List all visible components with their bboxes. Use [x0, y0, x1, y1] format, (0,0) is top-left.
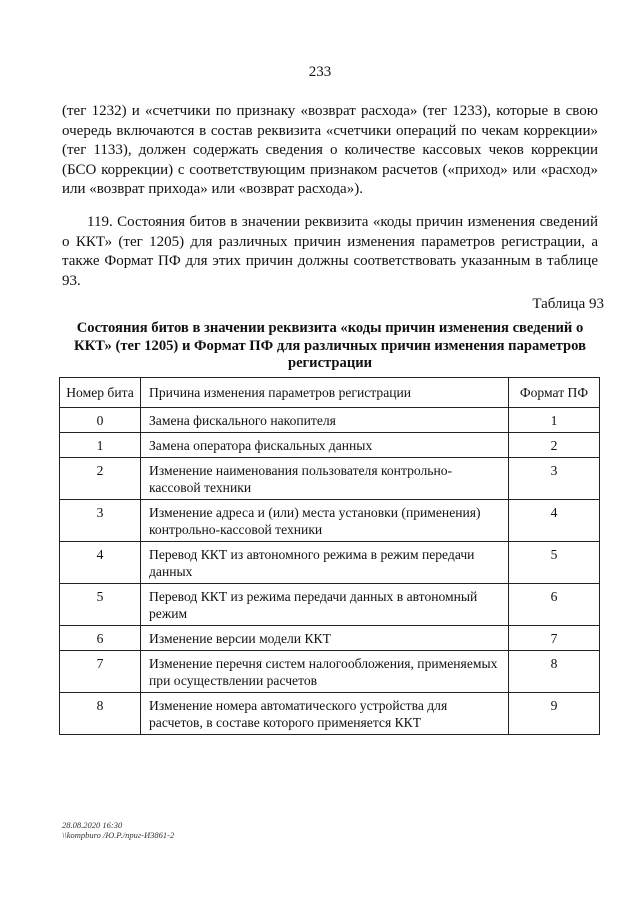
cell-format: 2: [509, 433, 600, 458]
cell-reason: Изменение адреса и (или) места установки (применения) контрольно-кассовой техники: [141, 500, 509, 542]
table-row: [60, 542, 600, 584]
cell-format: 3: [509, 458, 600, 500]
cell-bit: 8: [60, 693, 141, 735]
table-row: [60, 626, 600, 651]
paragraph-119: 119. Состояния битов в значении реквизита «коды причин изменения сведений о ККТ» (тег 1205) для различных причин изменения параметров регистрации, а также Формат ПФ для этих причин должны соответствовать указанным в таблице 93.: [62, 214, 598, 289]
cell-reason: Перевод ККТ из автономного режима в режим передачи данных: [141, 542, 509, 584]
footer-file-path: \\kompburo /Ю.Р./приг-И3861-2: [62, 830, 175, 840]
cell-reason: Замена фискального накопителя: [141, 408, 509, 433]
cell-format: 8: [509, 651, 600, 693]
cell-format: 4: [509, 500, 600, 542]
table-row: [60, 693, 600, 735]
table-row: [60, 433, 600, 458]
table-row: [60, 408, 600, 433]
table-row: [60, 584, 600, 626]
cell-bit: 2: [60, 458, 141, 500]
table-title: Состояния битов в значении реквизита «коды причин изменения сведений о ККТ» (тег 1205) и Формат ПФ для различных причин изменения параметров регистрации: [74, 320, 586, 371]
cell-reason: Изменение номера автоматического устройства для расчетов, в составе которого применяется ККТ: [141, 693, 509, 735]
header-bit-number: Номер бита: [60, 378, 141, 408]
cell-format: 9: [509, 693, 600, 735]
table-caption: Таблица 93: [532, 296, 604, 312]
cell-format: 1: [509, 408, 600, 433]
footer-timestamp: 28.08.2020 16:30: [62, 820, 123, 830]
document-footer: [62, 820, 174, 840]
cell-bit: 0: [60, 408, 141, 433]
bit-states-table: [59, 377, 600, 735]
cell-reason: Перевод ККТ из режима передачи данных в автономный режим: [141, 584, 509, 626]
cell-reason: Изменение наименования пользователя контрольно-кассовой техники: [141, 458, 509, 500]
table-header-row: [60, 378, 600, 408]
cell-reason: Изменение версии модели ККТ: [141, 626, 509, 651]
cell-bit: 4: [60, 542, 141, 584]
header-format: Формат ПФ: [509, 378, 600, 408]
cell-format: 5: [509, 542, 600, 584]
cell-reason: Изменение перечня систем налогообложения, применяемых при осуществлении расчетов: [141, 651, 509, 693]
table-row: [60, 500, 600, 542]
table-row: [60, 651, 600, 693]
cell-bit: 5: [60, 584, 141, 626]
cell-bit: 7: [60, 651, 141, 693]
cell-bit: 3: [60, 500, 141, 542]
cell-format: 6: [509, 584, 600, 626]
table-row: [60, 458, 600, 500]
page-number: 233: [308, 64, 332, 80]
cell-format: 7: [509, 626, 600, 651]
cell-bit: 1: [60, 433, 141, 458]
cell-bit: 6: [60, 626, 141, 651]
header-reason: Причина изменения параметров регистрации: [141, 378, 509, 408]
paragraph-continued: (тег 1232) и «счетчики по признаку «возврат расхода» (тег 1233), которые в свою очередь включаются в состав реквизита «счетчики операций по чекам коррекции» (тег 1133), должен содержать сведения о количестве кассовых чеков коррекции (БСО коррекции) с соответствующим признаком расчетов («приход» или «расход» или «возврат прихода» или «возврат расхода»).: [62, 103, 598, 198]
cell-reason: Замена оператора фискальных данных: [141, 433, 509, 458]
